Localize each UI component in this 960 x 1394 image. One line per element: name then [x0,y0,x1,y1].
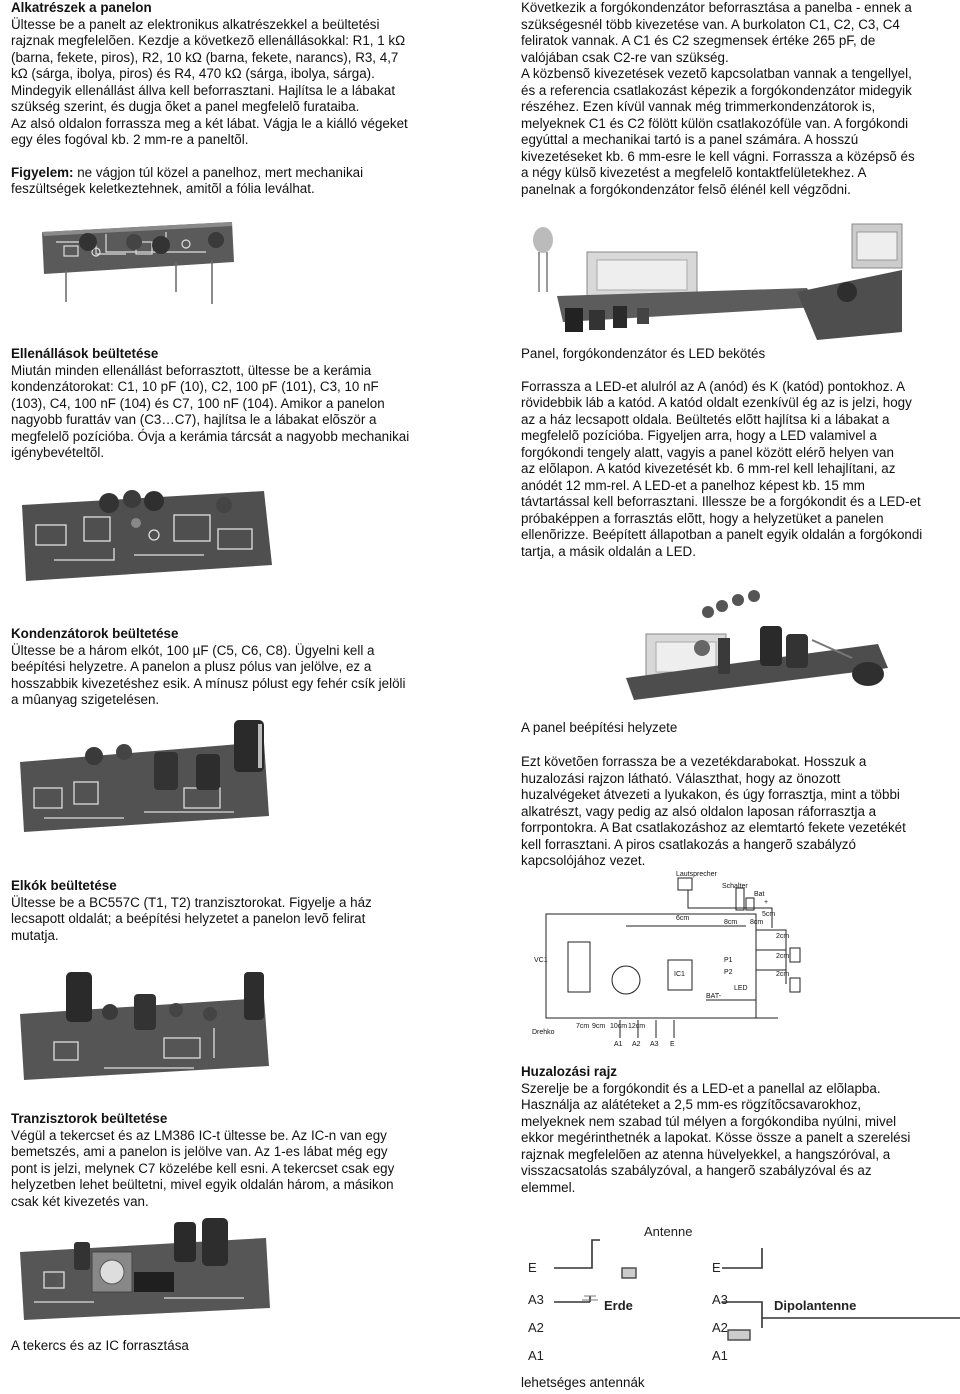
text-line: távtartással kell beforrasztani. Illessze be a forgókondit és a LED-et [521,494,921,509]
text-line: Miután minden ellenállást beforrasztott, ültesse be a kerámia [11,362,372,378]
photo-transistors [14,968,274,1083]
text-line: megfelelõ pozícióba. Figyeljen arra, hogy a LED valamivel a [521,428,877,443]
coil-photo-svg [14,1212,276,1322]
section-forgokondenzator [521,0,960,198]
wiring-label: A1 [614,1041,623,1048]
wiring-label: 5cm [762,911,776,918]
text-line: és a referencia csatlakozást képezik a forgókondenzátor midegyik [521,82,912,98]
wiring-label: 12cm [628,1023,646,1030]
section-title: Tranzisztorok beültetése [11,1111,168,1126]
wiring-label: 8cm [750,919,764,926]
wiring-label: P2 [724,969,733,976]
text-line: Ültesse be a panelt az elektronikus alkatrészekkel a beültetési [11,16,380,32]
wiring-label: 7cm [576,1023,590,1030]
text-line: rövidebbik láb a katód. A katód oldalt ezenkívül ég az is jelzi, hogy [521,395,912,410]
wiring-label: 10cm [610,1023,628,1030]
warning-label: Figyelem: [11,164,74,180]
text-line: az a ház lecsapott oldala. Beültetés elõtt hajlítsa ki a lábakat a [521,411,890,427]
text-line: tartja, a másik oldalán a LED. [521,543,696,559]
section-alkatreszek [11,0,481,198]
pcb-photo-svg [36,212,236,312]
ceramic-photo-svg [14,465,279,587]
text-line: a négy külsõ kivezetést a megfelelõ kontaktfelületekhez. A [521,165,867,180]
wiring-label: A3 [650,1041,659,1048]
wiring-label: Lautsprecher [676,871,717,878]
photo-panel-installed [522,588,942,708]
section-title: Elkók beültetése [11,878,117,893]
text-line: (103), C4, 100 nF (104) és C7, 100 nF (104). Amikor a panelon [11,395,385,411]
text-line: ellenõrizze. Beépített állapotban a panelt egyik oldalán a forgókondi [521,527,923,542]
text-line: a mûanyag szigetelésen. [11,692,160,707]
wiring-label: P1 [724,957,733,964]
antenna-port-label: E [528,1260,537,1275]
text-line: kapcsolójához vezet. [521,853,646,868]
text-line: kell forrasztani. A piros csatlakozás a hangerõ szabályzó [521,836,856,852]
text-line: huzalvégeket átvezeti a lyukakon, és úgy forrasztja, mint a többi [521,787,900,802]
text-line: Következik a forgókondenzátor beforrasztása a panelba - ennek a [521,0,912,15]
text-line: rajznak megfelelõen. Kezdje a következõ ellenállásokkal: R1, 1 kΩ [11,33,406,48]
wiring-label: Bat [754,891,765,898]
wiring-label: 2cm [776,971,790,978]
section-tranzisztorok [11,1111,481,1210]
photo-coil-ic [14,1212,276,1322]
text-line: egy éles fogóval kb. 2 mm-re a paneltõl. [11,132,249,147]
text-line: melyeknek nem szabad túl mélyen a forgókondiba nyúlni, mivel [521,1113,897,1129]
transistor-photo-svg [14,968,274,1083]
text-line: mutatja. [11,927,59,943]
text-line: szükségesnél több kivezetése van. A burkolaton C1, C2, C3, C4 [521,16,900,32]
text-line: próbaképpen a forrasztás elõtt, hogy a helyzetüket a panelen [521,510,884,526]
antenna-title: Antenne [644,1226,693,1239]
section-title: Huzalozási rajz [521,1064,617,1079]
text-line: Végül a tekercset és az LM386 IC-t ültesse be. Az IC-n van egy [11,1127,387,1143]
photo-electrolytic-caps [14,712,274,837]
text-line: kivezetéseket kb. 6 mm-esre le kell vágni. Forrassza a középsõ és [521,148,915,164]
text-line: egyúttal a mechanikai tartó is a panel számára. A hosszú [521,132,859,147]
text-line: bemetszés, ami a panelon is jelölve van. Az 1-es lábat még egy [11,1144,388,1159]
caption-antennas: lehetséges antennák [521,1375,645,1390]
wiring-diagram [528,870,828,1050]
text-line: elemmel. [521,1179,576,1195]
text-line: Ezt követõen forrassza be a vezetékdarabokat. Hosszuk a [521,754,867,769]
text-line: Ültesse be a BC557C (T1, T2) tranzisztorokat. Figyelje a ház [11,894,372,910]
wiring-label: A2 [632,1041,641,1048]
warning-text: ne vágjon túl közel a panelhoz, mert mechanikai [73,164,364,180]
text-line: visszacsatolás szabályzóval, a hangerõ szabályzóval és az [521,1163,872,1178]
text-line: részéhez. Ezen kívül vannak még trimmerkondenzátorok is, [521,99,876,114]
caption-panel-installed: A panel beépítési helyzete [521,720,678,735]
section-panel-bekotes [521,346,960,560]
section-title: Ellenállások beültetése [11,346,159,361]
text-line: feszültségek keletkeztehnek, amitõl a fólia leválhat. [11,181,315,196]
text-line: forrpontokra. A Bat csatlakozáshoz az elemtartó fekete vezetékét [521,820,906,835]
photo-resistors-pcb [36,212,236,312]
text-line: huzalozási rajzon látható. Választhat, hogy az önozott [521,770,841,786]
text-line: kondenzátorokat: C1, 10 pF (10), C2, 100 pF (101), C3, 10 nF [11,379,379,394]
text-line: feliratok vannak. A C1 és C2 szegmensek értéke 265 pF, de [521,33,876,48]
antenna-port-label: A2 [712,1320,728,1335]
text-line: hosszabbik kivezetéshez esik. A mínusz pólust egy fehér csík jelöli [11,675,406,691]
antenna-port-label: A3 [528,1292,544,1307]
photo-ceramic-caps [14,465,279,587]
section-title: Panel, forgókondenzátor és LED bekötés [521,346,766,361]
text-line: rajznak megfelelõen az atenna hüvelyekkel, a hangszóróval, a [521,1146,891,1162]
section-vezetekek [521,754,960,870]
antenna-port-label: E [712,1260,721,1275]
caption-coil-ic: A tekercs és az IC forrasztása [11,1338,189,1353]
text-line: igénybevételtõl. [11,445,105,460]
text-line: Szerelje be a forgókondit és a LED-et a panellal az elõlapba. [521,1080,881,1096]
text-line: lecsapott oldalát; a beépítési helyzetet a panelon levõ felirat [11,911,366,926]
capacitor-photo-svg [517,212,907,342]
section-elkok [11,878,481,944]
section-kondenzatorok [11,626,481,709]
text-line: az elõlapon. A katód kivezetését kb. 6 mm-rel kell lehajlítani, az [521,461,896,476]
text-line: beépítési helyzetre. A panelon a plusz pólus van jelölve, ez a [11,659,372,674]
antenna-diagram-svg [524,1226,960,1370]
text-line: valójában csak C2-re van szükség. [521,49,729,65]
text-line: Mindegyik ellenállást állva kell beforrasztani. Hajlítsa le a lábakat [11,82,396,98]
erde-label: Erde [604,1298,633,1313]
text-line: kΩ (sárga, ibolya, piros) és R4, 470 kΩ (sárga, ibolya, sárga). [11,66,375,81]
wiring-label: 2cm [776,953,790,960]
wiring-label: + [764,899,769,906]
photo-led-capacitor [517,212,907,342]
text-line: melyeknek C1 és C2 fölött külön csatlakozófüle van. A forgókondi [521,115,909,131]
section-title: Kondenzátorok beültetése [11,626,179,641]
dipolantenne-label: Dipolantenne [774,1298,857,1313]
antenna-port-label: A2 [528,1320,544,1335]
wiring-label: LED [734,985,748,992]
wiring-label: Drehko [532,1029,555,1036]
text-line: A közbensõ kivezetések vezetõ kapcsolatban vannak a tengellyel, [521,66,912,81]
section-title: Alkatrészek a panelon [11,0,152,15]
text-line: Használja az alátéteket a 2,5 mm-es rögzítõcsavarokhoz, [521,1097,862,1112]
wiring-label: Schalter [722,883,748,890]
wiring-label: BAT- [706,993,722,1000]
text-line: csak két kivezetés van. [11,1193,149,1209]
text-line: szükség szerint, és dugja õket a panel megfelelõ furataiba. [11,99,360,114]
text-line: Forrassza a LED-et alulról az A (anód) és K (katód) pontokhoz. A [521,378,906,394]
warning-line [11,165,481,182]
text-line: Az alsó oldalon forrassza meg a két lábat. Vágja le a kiálló végeket [11,115,408,131]
wiring-label: 6cm [676,915,690,922]
text-line: forgókondi tengely alatt, vagyis a panel között elérõ helyen van [521,444,894,460]
text-line: nagyobb furattáv van (C3…C7), hajlítsa le a lábakat elõször a [11,412,377,427]
antenna-port-label: A3 [712,1292,728,1307]
antenna-diagram [524,1226,960,1370]
antenna-port-label: A1 [528,1348,544,1363]
text-line: Ültesse be a három elkót, 100 µF (C5, C6, C8). Ügyelni kell a [11,642,375,658]
text-line: anódét 12 mm-rel. A LED-et a panelhoz képest kb. 15 mm [521,477,865,493]
wiring-label: IC1 [674,971,685,978]
elko-photo-svg [14,712,274,837]
section-huzalozas [521,1064,960,1196]
text-line: megfelelõ pozícióba. Óvja a kerámia tárcsát a nagyobb mechanikai [11,428,410,444]
text-line: helyzetben lehet beültetni, mivel egyik oldalán három, a másikon [11,1177,394,1192]
wiring-label: E [670,1041,675,1048]
antenna-port-label: A1 [712,1348,728,1363]
text-line: alkatrészt, vagy pedig az alsó oldalon laposan ráforrasztja a [521,803,877,819]
text-line: panelnak a forgókondenzátor felsõ élénél kell végzõdni. [521,181,851,197]
section-ellenallasok [11,346,481,462]
installed-photo-svg [522,588,942,708]
wiring-label: VC1 [534,957,548,964]
text-line: pont is jelzi, melynek C7 közelébe kell esni. A tekercset csak egy [11,1160,395,1176]
text-line: ekkor megérinthetnék a lapokat. Kösse össze a panelt a szerelési [521,1130,911,1145]
wiring-diagram-svg [528,870,828,1050]
text-line: (barna, fekete, piros), R2, 10 kΩ (barna, fekete, narancs), R3, 4,7 [11,49,399,65]
wiring-label: 9cm [592,1023,606,1030]
wiring-label: 8cm [724,919,738,926]
wiring-label: 2cm [776,933,790,940]
